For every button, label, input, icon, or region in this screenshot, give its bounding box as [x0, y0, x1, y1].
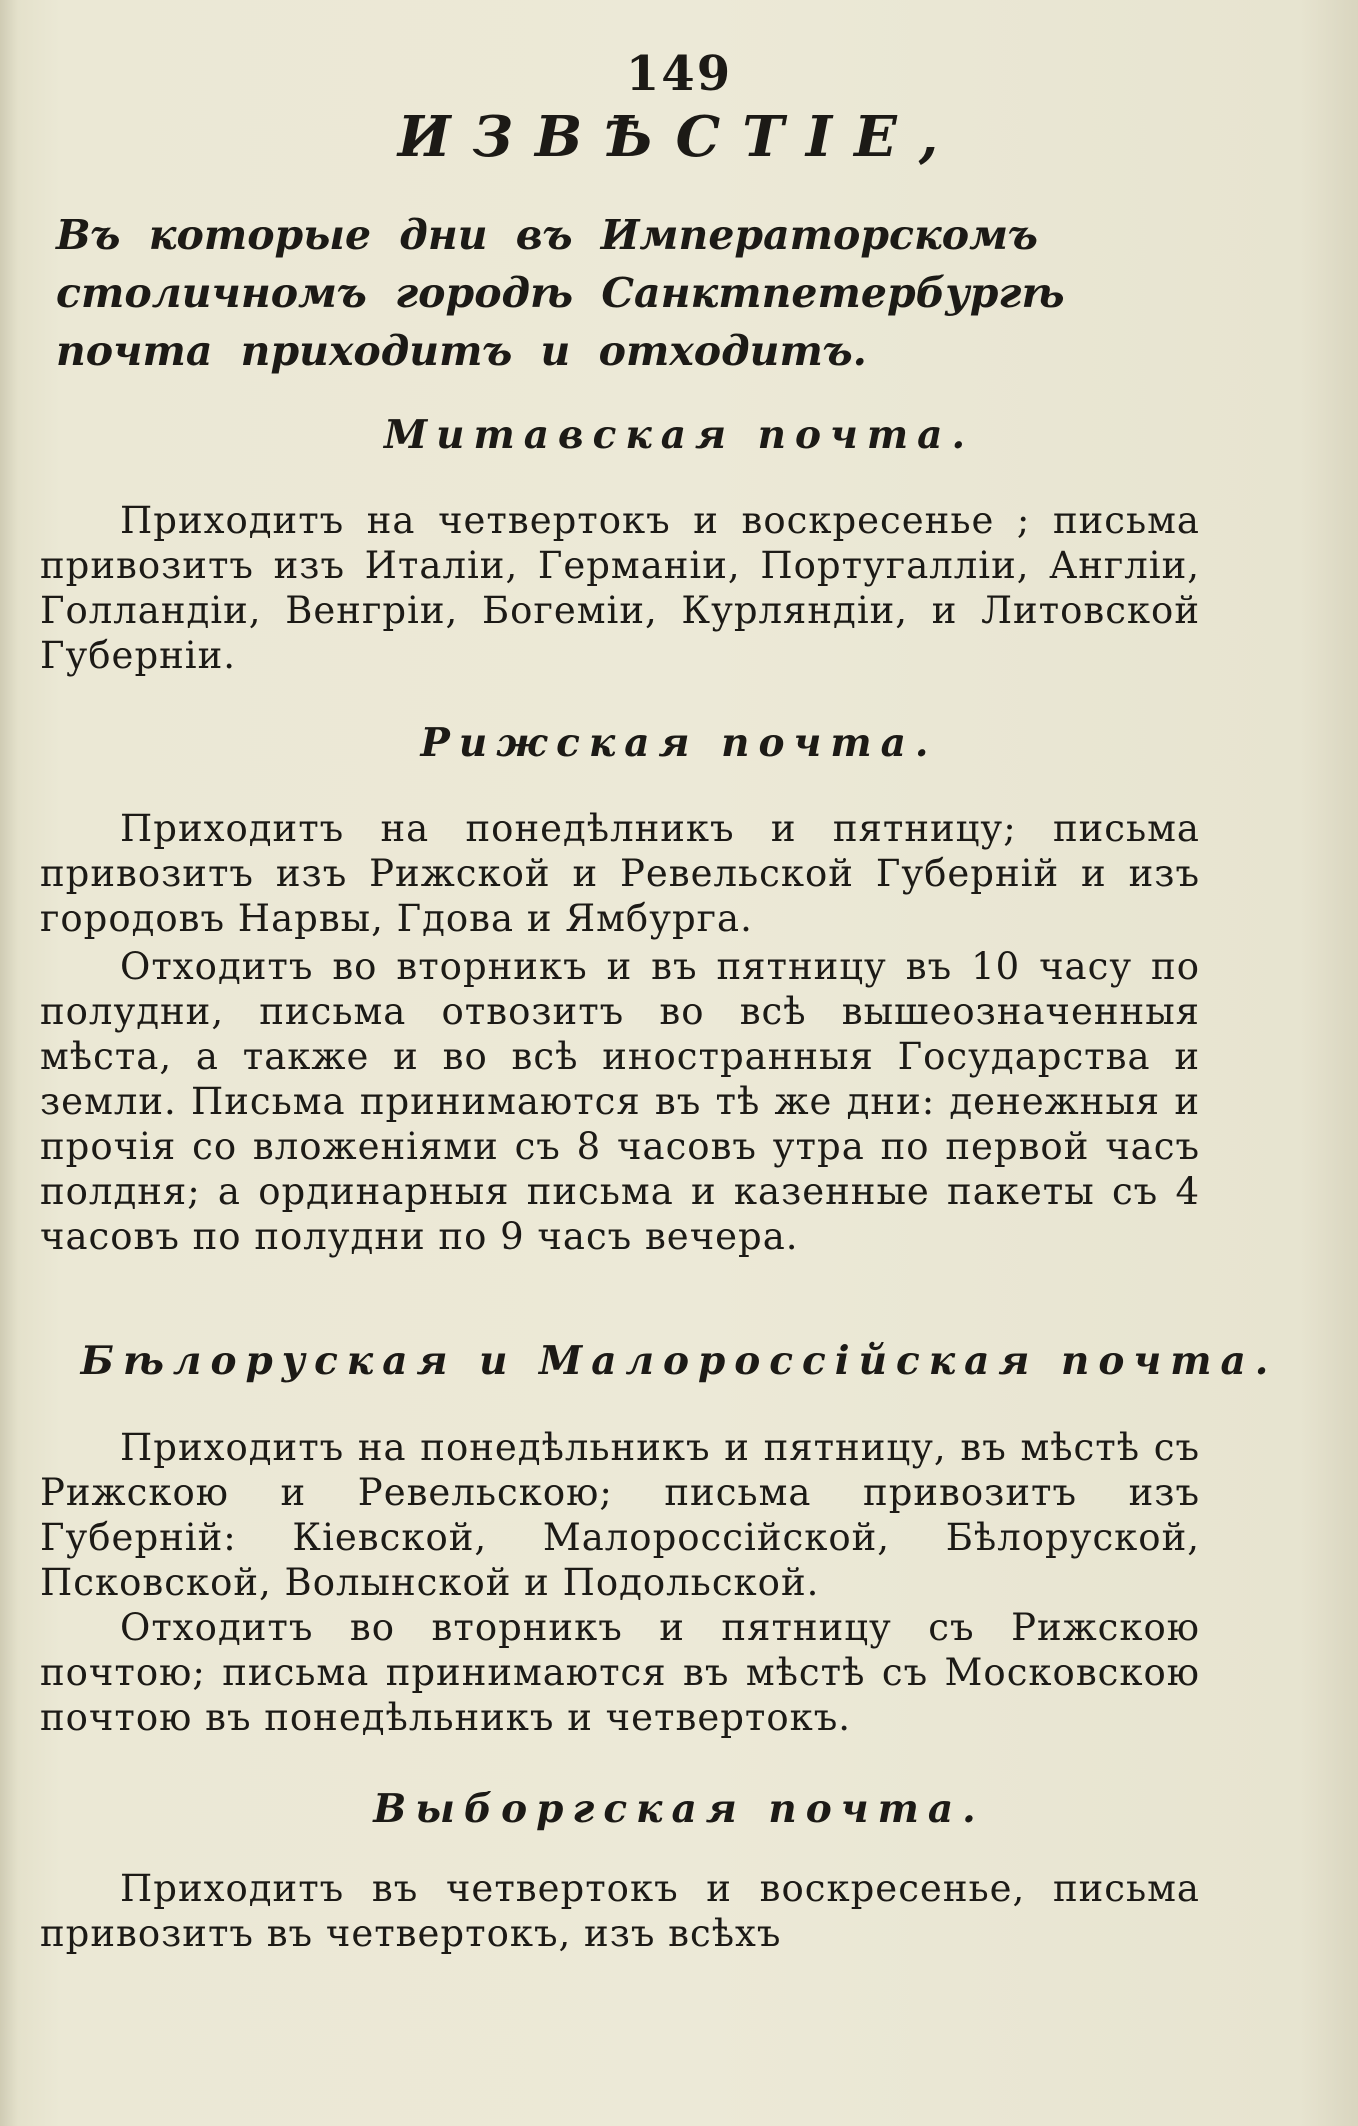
section-paragraph: Приходитъ на понедѣльникъ и пятницу, въ мѣстѣ съ Рижскою и Ревельскою; письма привозитъ изъ Губерній: Кіевской, Малороссійской, Бѣлорускoй, Псковской, Волынской и Подольской. [40, 1426, 1200, 1604]
section-paragraph: Приходитъ въ четвертокъ и воскресенье, письма привозитъ въ четвертокъ, изъ всѣхъ [40, 1867, 1200, 1955]
section-paragraph: Приходитъ на четвертокъ и воскресенье ; письма привозитъ изъ Италіи, Германіи, Португалліи, Англіи, Голландіи, Венгріи, Богеміи, Курляндіи, и Литовской Губерніи. [40, 499, 1200, 677]
page-subtitle: Въ которые дни въ Императорскомъ столичномъ городѣ Санктпетербургѣ почта приходитъ и отходитъ. [56, 211, 1065, 375]
section-paragraph: Приходитъ на понедѣлникъ и пятницу; письма привозитъ изъ Рижской и Ревельской Губерній и изъ городовъ Нарвы, Гдова и Ямбурга. [40, 807, 1200, 940]
section-paragraph: Отходитъ во вторникъ и въ пятницу въ 10 часу по полудни, письма отвозитъ во всѣ вышеозначенныя мѣста, а также и во всѣ иностранныя Государства и земли. Письма принимаются въ тѣ же дни: денежныя и прочія со вложеніями съ 8 часовъ утра по первой часъ полдня; а ординарныя письма и казенные пакеты съ 4 часовъ по полудни по 9 часъ вечера. [40, 945, 1200, 1258]
page-number: 149 [625, 46, 733, 102]
section-title-vyborg: Выборгская почта. [373, 1786, 985, 1832]
page-heading: ИЗВѢСТІЕ, [397, 104, 961, 170]
section-title-mitava: Митавская почта. [383, 412, 975, 458]
section-title-belorussian: Бѣлоруская и Малороссійская почта. [80, 1338, 1278, 1384]
section-paragraph: Отходитъ во вторникъ и пятницу съ Рижскою почтою; письма принимаются въ мѣстѣ съ Московскою почтою въ понедѣльникъ и четвертокъ. [40, 1606, 1200, 1739]
section-title-riga: Рижская почта. [420, 720, 938, 766]
